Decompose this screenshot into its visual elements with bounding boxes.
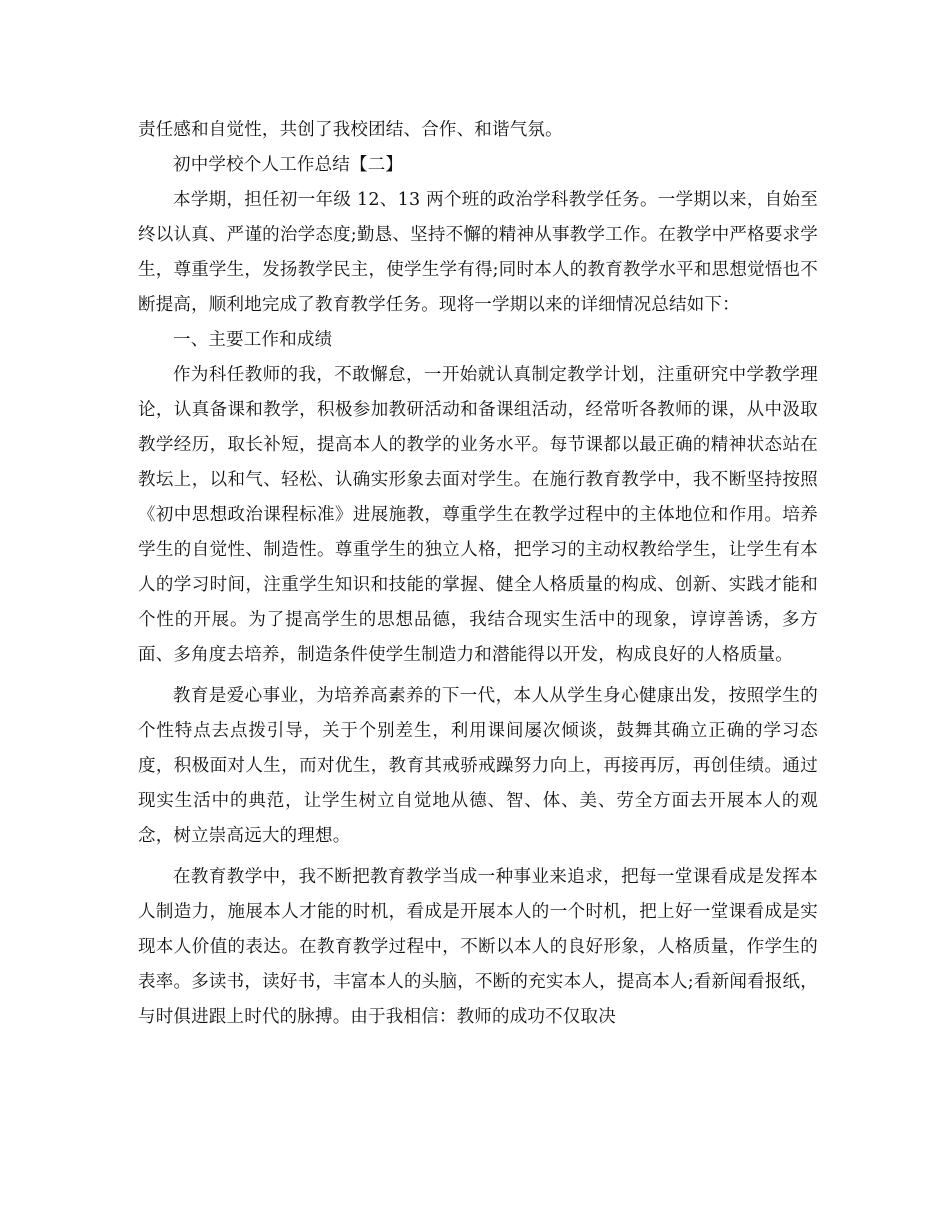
document-body: [138, 113, 818, 1035]
paragraph-care: 教育是爱心事业，为培养高素养的下一代，本人从学生身心健康出发，按照学生的个性特点去点拨引导，关于个别差生，利用课间屡次倾谈，鼓舞其确立正确的学习态度，积极面对人生，而对优生，教育其戒骄戒躁努力向上，再接再厉，再创佳绩。通过现实生活中的典范，让学生树立自觉地从德、智、体、美、劳全方面去开展本人的观念，树立崇高远大的理想。: [138, 686, 818, 846]
paragraph-intro: 本学期，担任初一年级 12、13 两个班的政治学科教学任务。一学期以来，自始至终以认真、严谨的治学态度;勤恳、坚持不懈的精神从事教学工作。在教学中严格要求学生，尊重学生，发扬教学民主，使学生学有得;同时本人的教育教学水平和思想觉悟也不断提高，顺利地完成了教育教学任务。现将一学期以来的详细情况总结如下：: [138, 190, 818, 315]
paragraph-career: 在教育教学中，我不断把教育教学当成一种事业来追求，把每一堂课看成是发挥本人制造力，施展本人才能的时机，看成是开展本人的一个时机，把上好一堂课看成是实现本人价值的表达。在教育教学过程中，不断以本人的良好形象，人格质量，作学生的表率。多读书，读好书，丰富本人的头脑，不断的充实本人，提高本人;看新闻看报纸，与时俱进跟上时代的脉搏。由于我相信：教师的成功不仅取决: [138, 867, 818, 1027]
paragraph-teaching: 作为科任教师的我，不敢懈怠，一开始就认真制定教学计划，注重研究中学教学理论，认真备课和教学，积极参加教研活动和备课组活动，经常听各教师的课，从中汲取教学经历，取长补短，提高本人的教学的业务水平。每节课都以最正确的精神状态站在教坛上，以和气、轻松、认确实形象去面对学生。在施行教育教学中，我不断坚持按照《初中思想政治课程标准》进展施教，尊重学生在教学过程中的主体地位和作用。培养学生的自觉性、制造性。尊重学生的独立人格，把学习的主动权教给学生，让学生有本人的学习时间，注重学生知识和技能的掌握、健全人格质量的构成、创新、实践才能和个性的开展。为了提高学生的思想品德，我结合现实生活中的现象，谆谆善诱，多方面、多角度去培养，制造条件使学生制造力和潜能得以开发，构成良好的人格质量。: [138, 365, 818, 665]
subsection-heading-main-work: 一、主要工作和成绩: [173, 330, 333, 350]
paragraph-1: 责任感和自觉性，共创了我校团结、合作、和谐气氛。: [138, 120, 563, 140]
section-heading-2: 初中学校个人工作总结【二】: [173, 155, 404, 175]
